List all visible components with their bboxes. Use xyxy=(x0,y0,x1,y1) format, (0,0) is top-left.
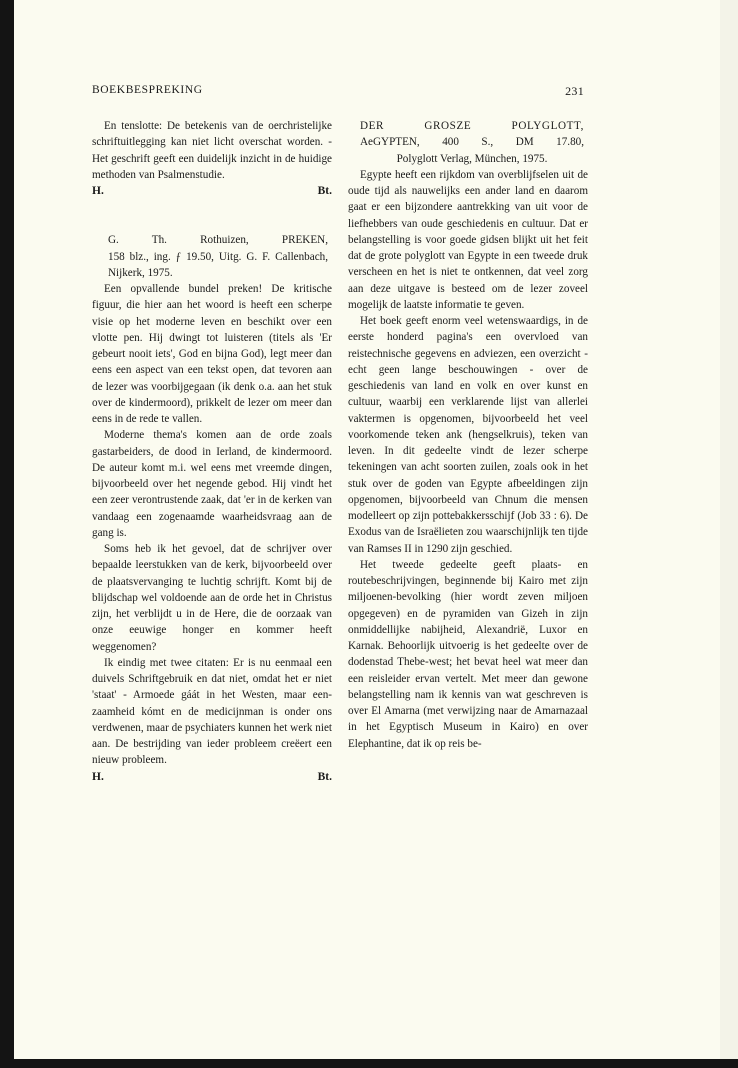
review3-ref-line1: DER GROSZE POLYGLOTT, xyxy=(360,120,584,132)
left-column xyxy=(92,118,332,785)
scan-bottom-border xyxy=(0,1059,738,1068)
review3-paragraph-2: Het boek geeft enorm veel wetenswaardigs, in de eerste honderd pagina's een overvloed van reistechnische gegevens en adviezen, een overzicht - echt geen lange beschouwingen - over de geschiedenis van land en volk en over kunst en cultuur, waarbij een verklarende lijst van allerlei vaktermen is opgenomen, bijvoorbeeld het veel voorkomende teken ank (hengselkruis), teken van leven. In dit gedeelte vindt de lezer scherpe tekeningen van acht soorten zuilen, zoals ook in het stuk over de goden van Egypte afbeeldingen zijn opgenomen, bijvoorbeeld van Chnum die mensen modelleert op zijn pottebakkersschijf (Job 33 : 6). De Exodus van de Israëlieten zou waarschijnlijk ten tijde van Ramses II in 1290 zijn geschied. xyxy=(348,315,588,555)
review2-book-reference xyxy=(92,232,332,281)
review2-signature-initial: H. xyxy=(92,770,104,783)
review2-ref-rest: 158 blz., ing. ƒ 19.50, Uitg. G. F. Callenbach, Nijkerk, 1975. xyxy=(108,250,328,279)
review1-signature xyxy=(92,183,332,199)
review3-paragraph-3: Het tweede gedeelte geeft plaats- en routebeschrijvingen, beginnende bij Kairo met zijn miljoenen-bevolking (hier wordt zeven miljoen opgegeven) en de pyramiden van Gizeh in zijn onmiddellijke nabijheid, Alexandrië, Luxor en Karnak. Behoorlijk uitvoerig is het gedeelte over de dodenstad Thebe-west; het bevat heel wat meer dan een reisleider ervan vertelt. Met meer dan gewone belangstelling nam ik kennis van wat geschreven is over El Amarna (met verwijzing naar de Amarnazaal in het Egyptisch Museum in Kairo) en over Elephantine, dat ik op reis be- xyxy=(348,558,588,750)
review2-ref-line1: G. Th. Rothuizen, PREKEN, xyxy=(108,234,328,247)
scan-right-shade xyxy=(720,0,738,1068)
page-number: 231 xyxy=(565,84,584,98)
review2-signature-name: Bt. xyxy=(317,770,332,783)
review2-paragraph-3: Soms heb ik het gevoel, dat de schrijver over bepaalde leerstukken van de kerk, bijvoorbeeld over de plaatsvervanging te luchtig schrijft. Komt bij de blijdschap wel voldoende aan de orde het in Christus zijn, het verblijdt u in de Here, die de oorzaak van onze eeuwige honger en kommer heeft weggenomen? xyxy=(92,543,332,653)
scan-left-border xyxy=(0,0,14,1068)
review1-closing-paragraph: En tenslotte: De betekenis van de oerchristelijke schriftuitlegging kan niet licht overschat worden. - Het geschrift geeft een duidelijk inzicht in de huidige methoden van Psalmenstudie. xyxy=(92,120,332,181)
review2-paragraph-1: Een opvallende bundel preken! De kritische figuur, die hier aan het woord is heeft een scherpe visie op het moderne leven en beschikt over een vlotte pen. Hij dwingt tot luisteren (titels als 'Er gebeurt nooit iets', God en bijna God), legt meer dan eens een aspect van een tekst open, dat tevoren aan de lezer was voorbijgegaan (ik denk o.a. aan het stuk over de kindermoord), prikkelt de lezer om meer dan eens in de rede te vallen. xyxy=(92,283,332,425)
review3-ref-line3: Polyglott Verlag, München, 1975. xyxy=(396,152,548,165)
right-column xyxy=(348,118,588,752)
running-title: BOEKBESPREKING xyxy=(92,84,203,96)
review2-paragraph-2: Moderne thema's komen aan de orde zoals gastarbeiders, de dood in Ierland, de kindermoord. De auteur komt m.i. wel eens met vreemde dingen, bijvoorbeeld over het negende gebod. Hij vindt het een zeer verontrustende zaak, dat 'er in de kerken van vandaag een zogenaamde waarheidsvraag aan de gang is. xyxy=(92,429,332,539)
review1-signature-initial: H. xyxy=(92,185,104,197)
review3-ref-line2: AeGYPTEN, 400 S., DM 17.80, xyxy=(360,136,584,149)
review2-signature xyxy=(92,769,332,785)
review3-paragraph-1: Egypte heeft een rijkdom van overblijfselen uit de oude tijd als nauwelijks een ander land en daarom gaat er een bijzondere aantrekking van uit voor de liefhebbers van oude geschiedenis en cultuur. Dat er belangstelling is voor goede gidsen blijkt uit het feit dat de grote polyglott van Egypte in een tweede druk verscheen en het is niet te ontkennen, dat veel zorg aan deze uitgave is besteed om de lezer zoveel mogelijk de laatste informatie te geven. xyxy=(348,168,588,311)
review1-signature-name: Bt. xyxy=(317,185,332,197)
review2-paragraph-4: Ik eindig met twee citaten: Er is nu eenmaal een duivels Schriftgebruik en dat niet, omdat het er niet 'staat' - Armoede gáát in het Westen, maar eenzaamheid kómt en de medicijnman is onder ons verdwenen, maar de psychiaters kunnen het werk niet aan. De bestrijding van ieder probleem creëert een nieuw probleem. xyxy=(92,656,332,767)
page-header xyxy=(92,84,584,100)
review3-book-reference xyxy=(348,118,588,167)
